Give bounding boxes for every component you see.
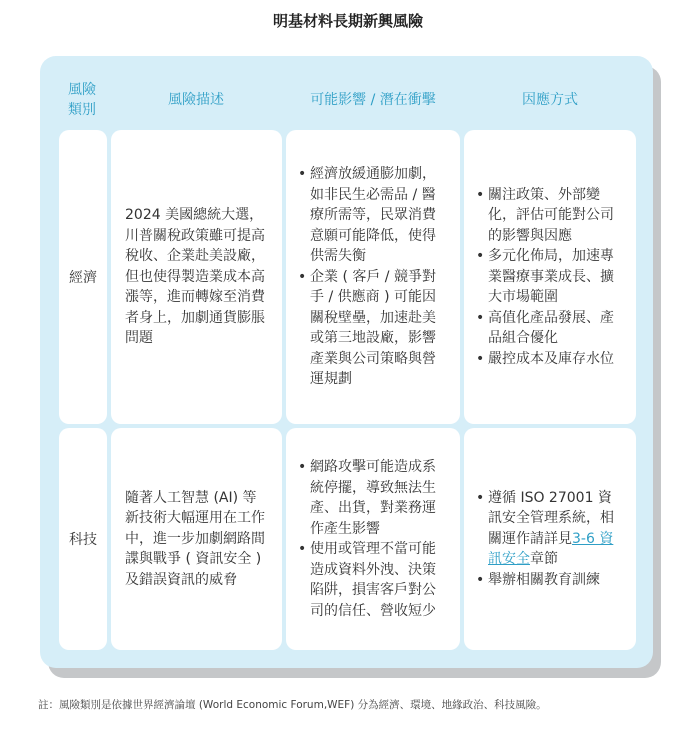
row-economy-category [59,130,107,424]
description-text: 隨著人工智慧 (AI) 等新技術大幅運用在工作中，進一步加劇網路間諜與戰爭 ( 資訊安全 ) 及錯誤資訊的威脅 [125,489,265,588]
row-economy-description [111,130,282,424]
header-response: 因應方式 [522,92,578,108]
list-item: • 網路攻擊可能造成系統停擺，導致無法生產、出貨，對業務運作產生影響 [298,457,448,539]
section-link[interactable]: 3-6 資訊安全 [488,530,614,568]
header-impact: 可能影響 / 潛在衝擊 [310,92,436,108]
row-technology-category [59,428,107,650]
row-technology-response [464,428,636,650]
response-list [476,488,624,591]
list-item: • 使用或管理不當可能造成資料外洩、決策陷阱，損害客戶對公司的信任、營收短少 [298,539,448,621]
impact-list [298,164,448,390]
row-technology-description [111,428,282,650]
list-item: • 企業 ( 客戶 / 競爭對手 / 供應商 ) 可能因關稅壁壘，加速赴美或第三地設廠，影響產業與公司策略與營運規劃 [298,267,448,390]
response-text-tail: 章節 [530,551,558,568]
list-item: • 嚴控成本及庫存水位 [476,349,624,370]
category-label: 科技 [69,532,97,548]
impact-list [298,457,448,621]
row-economy-response [464,130,636,424]
list-item: • 舉辦相關教育訓練 [476,570,624,591]
response-list [476,185,624,370]
description-text: 2024 美國總統大選，川普關稅政策雖可提高稅收、企業赴美設廠，但也使得製造業成本高漲等，進而轉嫁至消費者身上，加劇通貨膨脹問題 [125,207,265,347]
category-label: 經濟 [69,270,97,286]
footnote: 註：風險類別是依據世界經濟論壇 (World Economic Forum,WEF) 分為經濟、環境、地緣政治、科技風險。 [38,699,547,711]
response-text: 遵循 ISO 27001 資訊安全管理系統，相關運作請詳見 [488,489,614,547]
row-technology-impact [286,428,460,650]
header-description: 風險描述 [168,92,224,108]
list-item [476,488,624,570]
list-item: • 關注政策、外部變化，評估可能對公司的影響與因應 [476,185,624,247]
page-title: 明基材料長期新興風險 [272,12,423,30]
header-category: 風險 類別 [68,82,96,118]
list-item: • 經濟放緩通膨加劇，如非民生必需品 / 醫療所需等，民眾消費意願可能降低，使得供需失衡 [298,164,448,267]
list-item: • 多元化佈局，加速專業醫療事業成長、擴大市場範圍 [476,246,624,308]
list-item: • 高值化產品發展、產品組合優化 [476,308,624,349]
row-economy-impact [286,130,460,424]
